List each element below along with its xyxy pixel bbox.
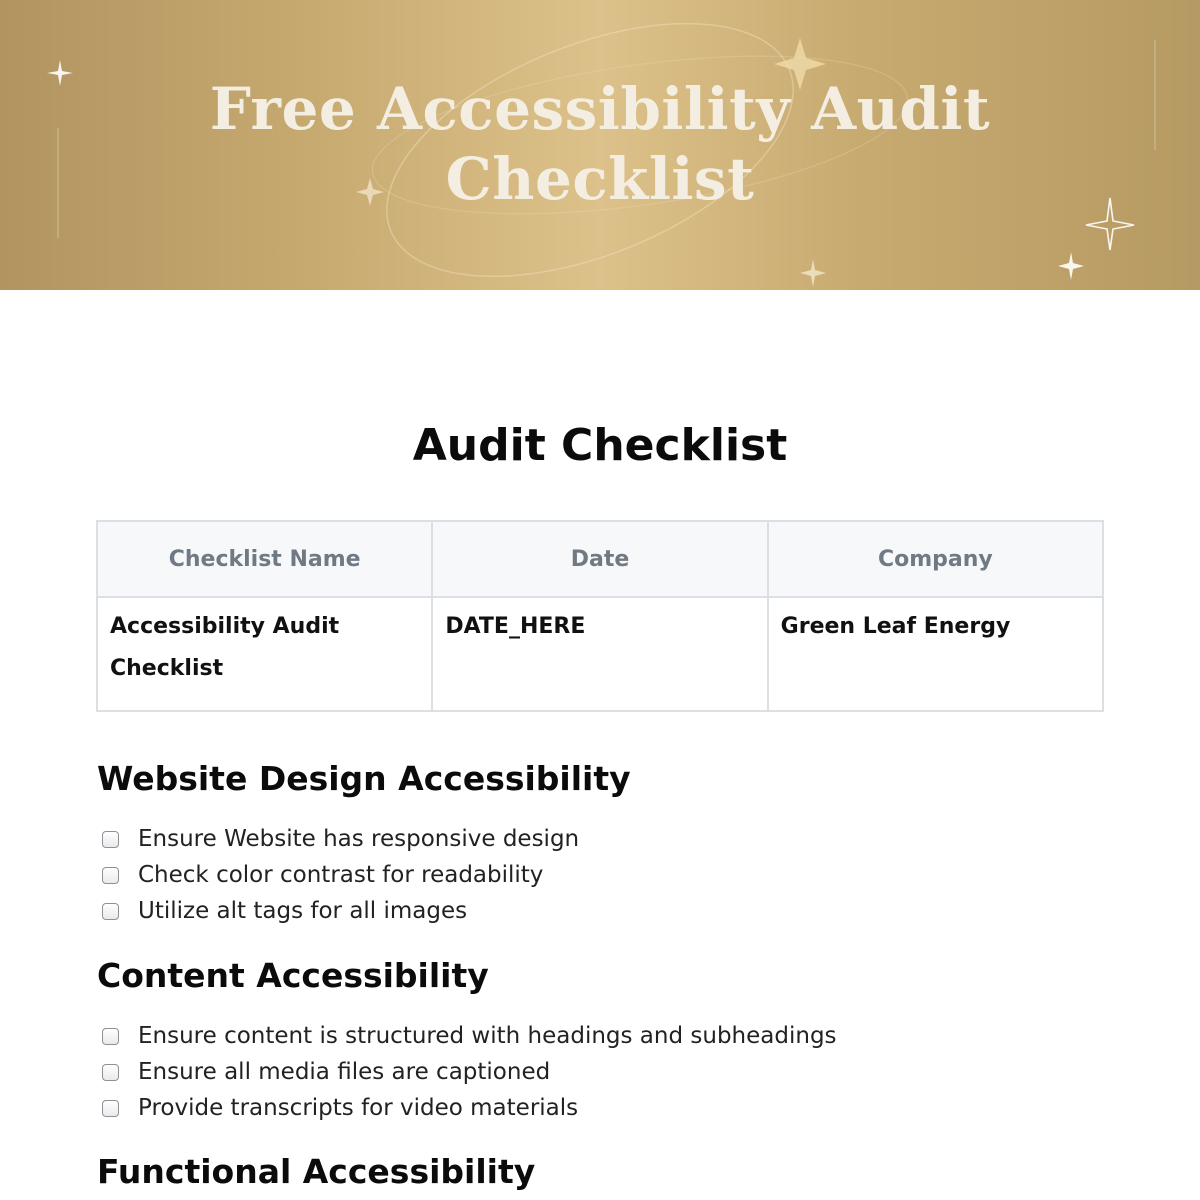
table-row — [97, 597, 1103, 711]
page-title: Audit Checklist — [412, 420, 788, 471]
cell-date: DATE_HERE — [432, 597, 767, 711]
info-table — [96, 520, 1104, 712]
checkbox[interactable] — [102, 1064, 119, 1081]
checklist-item-label: Check color contrast for readability — [138, 862, 544, 888]
checkbox[interactable] — [102, 1028, 119, 1045]
header-checklist-name: Checklist Name — [97, 521, 432, 597]
checkbox[interactable] — [102, 867, 119, 884]
sparkle-icon — [1058, 252, 1084, 280]
table-header-row — [97, 521, 1103, 597]
checklist-item-label: Utilize alt tags for all images — [138, 898, 468, 924]
checkbox[interactable] — [102, 831, 119, 848]
checklist-item-label: Ensure all media files are captioned — [138, 1059, 551, 1085]
checklist-item[interactable] — [100, 1090, 837, 1126]
section-title-content: Content Accessibility — [97, 956, 489, 995]
checkbox[interactable] — [102, 903, 119, 920]
banner-title-line2: Checklist — [445, 145, 755, 213]
banner-title — [0, 74, 1200, 214]
checklist-item[interactable] — [100, 857, 579, 893]
header-company: Company — [768, 521, 1103, 597]
cell-company: Green Leaf Energy — [768, 597, 1103, 711]
header-banner — [0, 0, 1200, 290]
section-title-functional: Functional Accessibility — [97, 1152, 536, 1191]
checklist-item-label: Provide transcripts for video materials — [138, 1095, 579, 1121]
cell-checklist-name-line2: Checklist — [110, 656, 224, 681]
cell-checklist-name — [97, 597, 432, 711]
checklist-item[interactable] — [100, 1054, 837, 1090]
banner-title-line1: Free Accessibility Audit — [209, 75, 991, 143]
header-date: Date — [432, 521, 767, 597]
checklist-item[interactable] — [100, 1018, 837, 1054]
checklist-item[interactable] — [100, 893, 579, 929]
checklist-item[interactable] — [100, 821, 579, 857]
checklist-item-label: Ensure content is structured with headings and subheadings — [138, 1023, 837, 1049]
checkbox[interactable] — [102, 1100, 119, 1117]
cell-checklist-name-line1: Accessibility Audit — [110, 614, 340, 639]
checklist-item-label: Ensure Website has responsive design — [138, 826, 580, 852]
section-title-website-design: Website Design Accessibility — [97, 759, 631, 798]
sparkle-icon — [800, 259, 826, 287]
checklist-content — [100, 1018, 837, 1126]
checklist-website-design — [100, 821, 579, 929]
